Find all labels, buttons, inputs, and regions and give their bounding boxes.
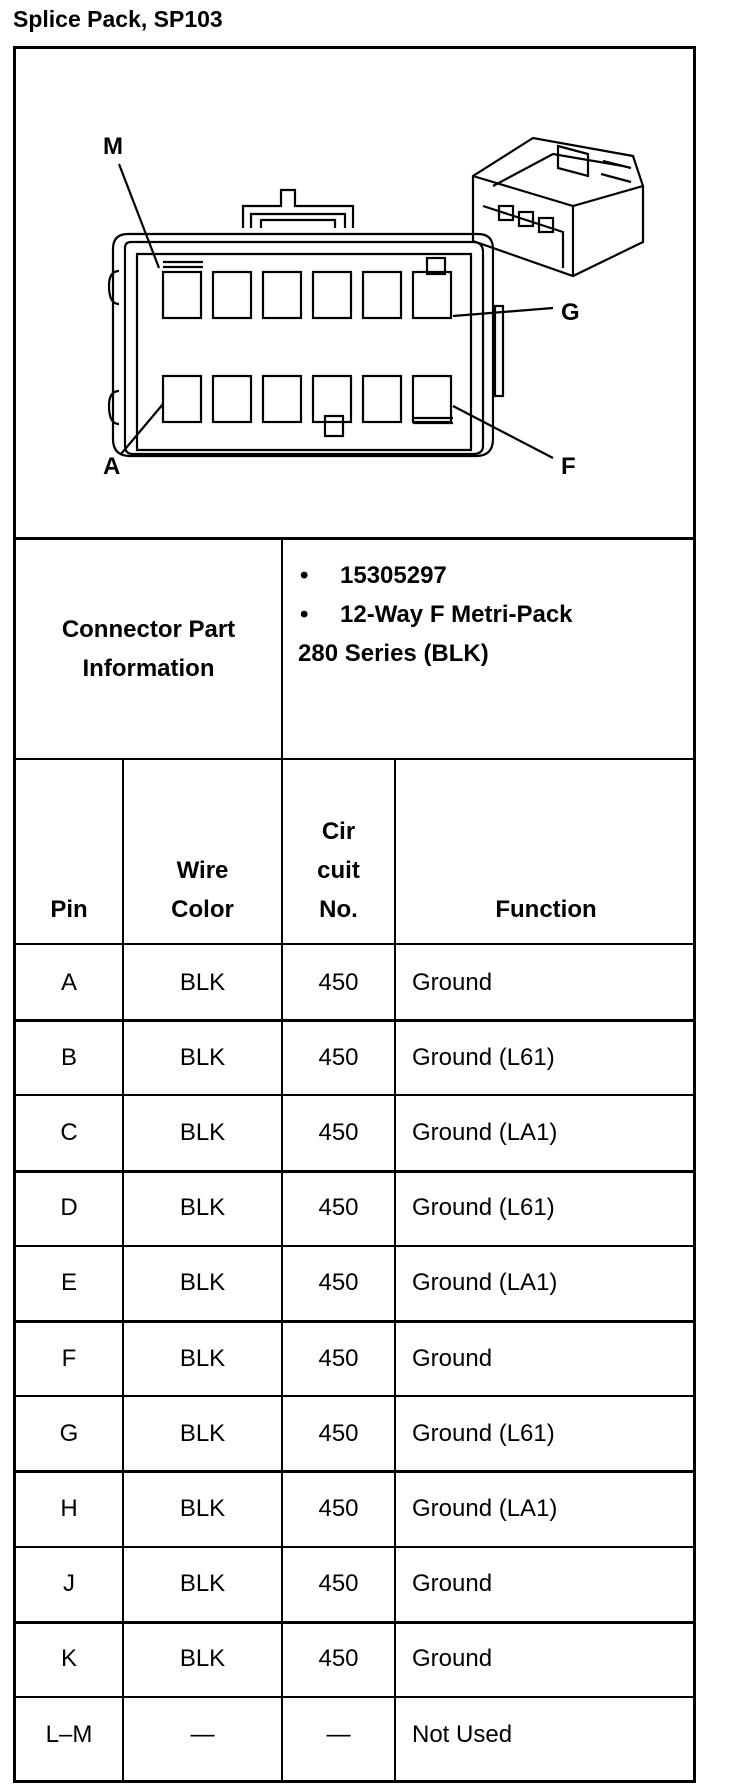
- cell-circuit: 450: [318, 1118, 359, 1146]
- cell-circuit: 450: [318, 1570, 359, 1598]
- part-info-label-line1: Connector Part: [61, 616, 236, 643]
- cell-wire-color: BLK: [179, 1570, 226, 1598]
- header-circuit-line1: Cir: [321, 818, 356, 845]
- divider: [13, 758, 696, 760]
- cell-circuit: 450: [318, 1645, 359, 1673]
- bullet-icon: •: [300, 601, 309, 628]
- part-info-item: [300, 595, 573, 634]
- header-function: Function: [495, 896, 597, 923]
- cell-wire-color: BLK: [179, 1043, 226, 1071]
- part-info-label-line2: Information: [82, 655, 215, 682]
- cell-pin: F: [61, 1344, 77, 1372]
- cell-circuit: 450: [318, 1194, 359, 1222]
- divider: [281, 540, 283, 758]
- label-g: G: [561, 299, 580, 326]
- cell-pin: C: [60, 1118, 78, 1146]
- divider: [13, 537, 696, 540]
- cell-pin: J: [63, 1570, 75, 1598]
- cell-function: Ground (L61): [412, 1419, 555, 1447]
- cell-wire-color: BLK: [179, 1344, 226, 1372]
- cell-function: Ground: [412, 1344, 493, 1372]
- cell-pin: B: [60, 1043, 77, 1071]
- part-info-list: [300, 556, 573, 673]
- cell-circuit: —: [326, 1720, 351, 1748]
- cell-wire-color: BLK: [179, 1419, 226, 1447]
- cell-function: Ground (LA1): [412, 1269, 558, 1297]
- cell-circuit: 450: [318, 968, 359, 996]
- header-wire-color-line1: Wire: [176, 857, 229, 884]
- cell-pin: H: [60, 1494, 78, 1522]
- part-info-label: [16, 610, 281, 688]
- label-a: A: [103, 453, 121, 480]
- cell-function: Ground: [412, 968, 493, 996]
- cell-pin: E: [60, 1269, 77, 1297]
- cell-circuit: 450: [318, 1269, 359, 1297]
- label-f: F: [561, 453, 576, 480]
- header-circuit-line2: cuit: [317, 857, 360, 884]
- cell-wire-color: BLK: [179, 968, 226, 996]
- cell-circuit: 450: [318, 1494, 359, 1522]
- cell-pin: D: [60, 1194, 78, 1222]
- part-type: 12-Way F Metri-Pack: [340, 601, 573, 628]
- header-pin: Pin: [50, 896, 88, 923]
- header-circuit: [283, 812, 394, 929]
- cell-function: Ground: [412, 1570, 493, 1598]
- cell-wire-color: BLK: [179, 1269, 226, 1297]
- part-info-item-cont: 280 Series (BLK): [298, 640, 489, 667]
- cell-function: Ground (L61): [412, 1194, 555, 1222]
- cell-function: Ground (LA1): [412, 1118, 558, 1146]
- page-title: Splice Pack, SP103: [13, 6, 223, 32]
- cell-circuit: 450: [318, 1344, 359, 1372]
- cell-circuit: 450: [318, 1043, 359, 1071]
- cell-wire-color: BLK: [179, 1118, 226, 1146]
- connector-drawing: [13, 46, 696, 540]
- bullet-icon: •: [300, 562, 309, 589]
- cell-wire-color: BLK: [179, 1194, 226, 1222]
- cell-pin: G: [59, 1419, 79, 1447]
- cell-function: Ground: [412, 1645, 493, 1673]
- label-m: M: [103, 133, 123, 160]
- part-number: 15305297: [340, 562, 447, 589]
- cell-function: Ground (L61): [412, 1043, 555, 1071]
- header-circuit-line3: No.: [319, 896, 358, 923]
- cell-pin: L–M: [45, 1720, 93, 1748]
- header-wire-color: [124, 851, 281, 929]
- cell-wire-color: BLK: [179, 1494, 226, 1522]
- cell-wire-color: —: [190, 1720, 215, 1748]
- cell-pin: A: [60, 968, 77, 996]
- header-wire-color-line2: Color: [171, 896, 234, 923]
- cell-circuit: 450: [318, 1419, 359, 1447]
- cell-function: Not Used: [412, 1720, 513, 1748]
- part-info-item: [300, 556, 573, 595]
- cell-pin: K: [60, 1645, 77, 1673]
- connector-diagram: [13, 46, 696, 540]
- cell-function: Ground (LA1): [412, 1494, 558, 1522]
- cell-wire-color: BLK: [179, 1645, 226, 1673]
